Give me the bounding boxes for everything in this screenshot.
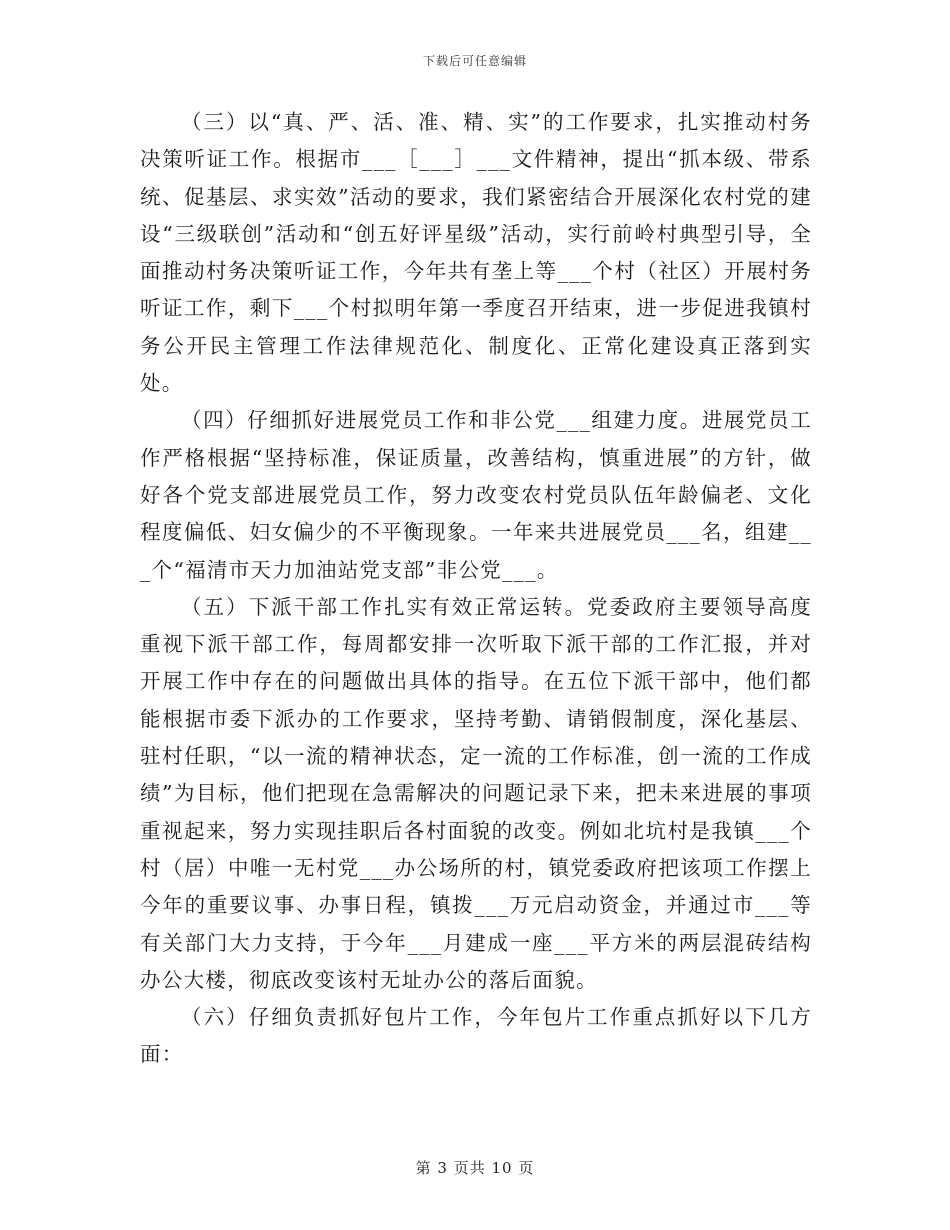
- paragraph-3: （三）以“真、严、活、准、精、实”的工作要求，扎实推动村务决策听证工作。根据市___［___］___文件精神，提出“抓本级、带系统、促基层、求实效”活动的要求，我们紧密结合开展深化农村党的建设“三级联创”活动和“创五好评星级”活动，实行前岭村典型引导，全面推动村务决策听证工作，今年共有垄上等___个村（社区）开展村务听证工作，剩下___个村拟明年第一季度召开结束，进一步促进我镇村务公开民主管理工作法律规范化、制度化、正常化建设真正落到实处。: [140, 110, 812, 396]
- page-header: 下载后可任意编辑: [422, 54, 527, 68]
- paragraph-4: （四）仔细抓好进展党员工作和非公党___组建力度。进展党员工作严格根据“坚持标准，保证质量，改善结构，慎重进展”的方针，做好各个党支部进展党员工作，努力改变农村党员队伍年龄偏老、文化程度偏低、妇女偏少的不平衡现象。一年来共进展党员___名，组建___个“福清市天力加油站党支部”非公党___。: [140, 408, 812, 582]
- page-footer: 第 3 页共 10 页: [415, 1159, 535, 1177]
- paragraph-6: （六）仔细负责抓好包片工作，今年包片工作重点抓好以下几方面：: [140, 1005, 812, 1067]
- document-body: [140, 104, 812, 1074]
- paragraph-5: （五）下派干部工作扎实有效正常运转。党委政府主要领导高度重视下派干部工作，每周都安排一次听取下派干部的工作汇报，并对开展工作中存在的问题做出具体的指导。在五位下派干部中，他们都能根据市委下派办的工作要求，坚持考勤、请销假制度，深化基层、驻村任职，“以一流的精神状态，定一流的工作标准，创一流的工作成绩”为目标，他们把现在急需解决的问题记录下来，把未来进展的事项重视起来，努力实现挂职后各村面貌的改变。例如北坑村是我镇___个村（居）中唯一无村党___办公场所的村，镇党委政府把该项工作摆上今年的重要议事、办事日程，镇拨___万元启动资金，并通过市___等有关部门大力支持，于今年___月建成一座___平方米的两层混砖结构办公大楼，彻底改变该村无址办公的落后面貌。: [140, 594, 812, 992]
